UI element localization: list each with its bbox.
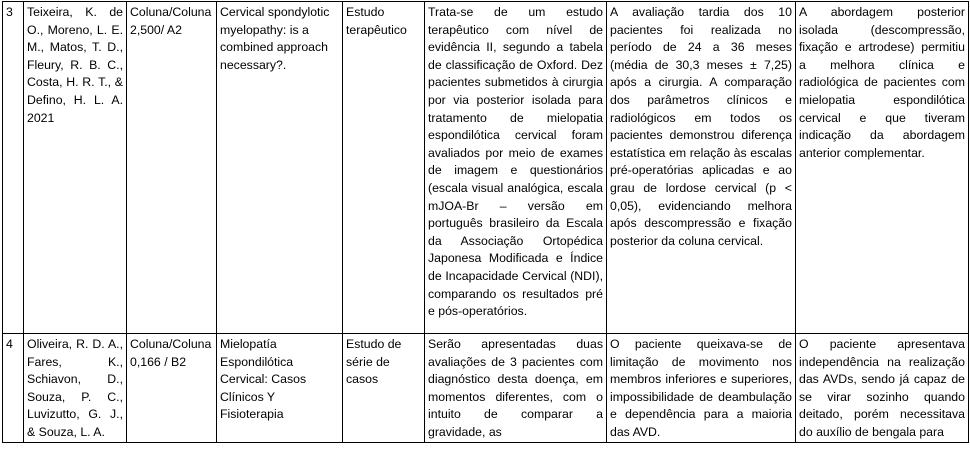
- title-cell: Mielopatía Espondilótica Cervical: Casos Clínicos Y Fisioterapia: [217, 334, 343, 443]
- conclusion-cell: O paciente apresentava independência na realização das AVDs, sendo já capaz de se virar sozinho quando deitado, porém necessitava do auxílio de bengala para: [796, 334, 969, 443]
- results-cell: O paciente queixava-se de limitação de movimento nos membros inferiores e superiores, impossibilidade de deambulação e dependência para a maioria das AVD.: [607, 334, 796, 443]
- journal-cell: Coluna/Coluna 0,166 / B2: [127, 334, 217, 443]
- literature-review-table: [2, 1, 969, 443]
- table-row: [3, 334, 969, 443]
- results-cell: A avaliação tardia dos 10 pacientes foi realizada no período de 24 a 36 meses (média de 30,3 meses ± 7,25) após a cirurgia. A comparação dos parâmetros clínicos e radiológicos em todos os pacientes demonstrou diferença estatística em relação às escalas pré-operatórias aplicadas e ao grau de lordose cervical (p < 0,05), evidenciando melhora após descompressão e fixação posterior da coluna cervical.: [607, 2, 796, 334]
- table-row: [3, 2, 969, 334]
- row-number: 3: [3, 2, 24, 334]
- study-design-cell: Estudo terapêutico: [343, 2, 425, 334]
- methods-cell: Trata-se de um estudo terapêutico com nível de evidência II, segundo a tabela de classificação de Oxford. Dez pacientes submetidos à cirurgia por via posterior isolada para tratamento de mielopatia espondilótica cervical foram avaliados por meio de exames de imagem e questionários (escala visual analógica, escala mJOA-Br – versão em português brasileiro da Escala da Associação Ortopédica Japonesa Modificada e Índice de Incapacidade Cervical (NDI), comparando os resultados pré e pós-operatórios.: [425, 2, 607, 334]
- journal-cell: Coluna/Coluna2,500/ A2: [127, 2, 217, 334]
- authors-cell: Teixeira, K. de O., Moreno, L. E. M., Matos, T. D., Fleury, R. B. C., Costa, H. R. T., & Defino, H. L. A. 2021: [24, 2, 127, 334]
- conclusion-cell: A abordagem posterior isolada (descompressão, fixação e artrodese) permitiu a melhora clínica e radiológica de pacientes com mielopatia espondilótica cervical e que tiveram indicação da abordagem anterior complementar.: [796, 2, 969, 334]
- methods-cell: Serão apresentadas duas avaliações de 3 pacientes com diagnóstico desta doença, em momentos diferentes, com o intuito de comparar a gravidade, as: [425, 334, 607, 443]
- title-cell: Cervical spondylotic myelopathy: is a combined approach necessary?.: [217, 2, 343, 334]
- row-number: 4: [3, 334, 24, 443]
- study-design-cell: Estudo de série de casos: [343, 334, 425, 443]
- authors-cell: Oliveira, R. D. A., Fares, K., Schiavon, D., Souza, P. C., Luvizutto, G. J., & Souza, L. A.: [24, 334, 127, 443]
